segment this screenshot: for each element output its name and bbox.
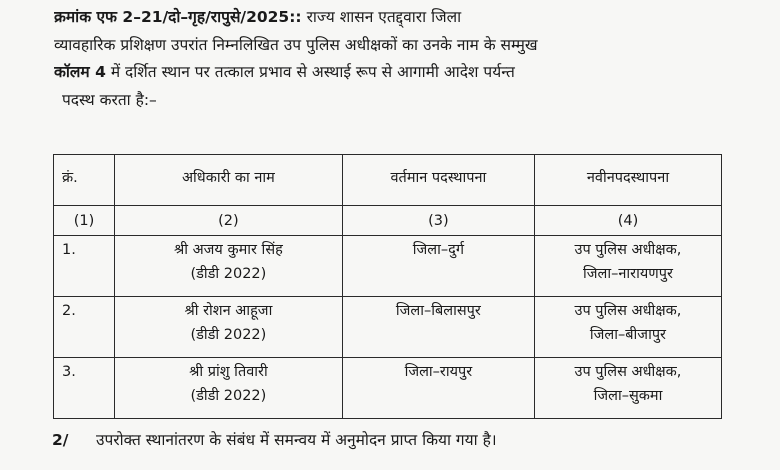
column-number-1: (1) (54, 206, 115, 236)
order-line-1-text: राज्य शासन एतद्द्वारा जिला (306, 8, 462, 26)
header-new-posting: नवीनपदस्थापना (534, 155, 721, 206)
table-row (54, 236, 722, 297)
new-post-title: उप पुलिस अधीक्षक, (574, 242, 682, 258)
new-posting-cell (534, 358, 721, 419)
new-posting-cell (534, 236, 721, 297)
new-post-title: उप पुलिस अधीक्षक, (574, 364, 682, 380)
officer-batch: (डीडी 2022) (190, 388, 267, 404)
order-line-1 (54, 4, 724, 32)
header-serial: क्रं. (54, 155, 115, 206)
table-row (54, 358, 722, 419)
current-posting: जिला–दुर्ग (342, 236, 534, 297)
header-current-posting: वर्तमान पदस्थापना (342, 155, 534, 206)
officer-cell (114, 236, 342, 297)
paragraph-number: 2/ (52, 431, 69, 449)
new-post-place: जिला–बीजापुर (589, 327, 666, 343)
officer-name: श्री प्रांशु तिवारी (189, 364, 268, 380)
footer-text: उपरोक्त स्थानांतरण के संबंध में समन्वय में अनुमोदन प्राप्त किया गया है। (96, 431, 497, 449)
footer-paragraph (52, 428, 497, 450)
table-header-row (54, 155, 722, 206)
order-line-3-text: में दर्शित स्थान पर तत्काल प्रभाव से अस्थाई रूप से आगामी आदेश पर्यन्त (110, 63, 515, 81)
new-posting-cell (534, 297, 721, 358)
column-reference: कॉलम 4 (54, 63, 106, 81)
column-number-4: (4) (534, 206, 721, 236)
officer-name: श्री अजय कुमार सिंह (173, 242, 283, 258)
current-posting: जिला–बिलासपुर (342, 297, 534, 358)
new-post-place: जिला–नारायणपुर (583, 266, 673, 282)
row-serial: 3. (54, 358, 115, 419)
officer-batch: (डीडी 2022) (190, 266, 267, 282)
row-serial: 1. (54, 236, 115, 297)
order-line-3 (54, 59, 724, 87)
officer-cell (114, 297, 342, 358)
column-number-row (54, 206, 722, 236)
current-posting: जिला–रायपुर (342, 358, 534, 419)
officer-name: श्री रोशन आहूजा (184, 303, 273, 319)
order-paragraph (54, 4, 724, 114)
column-number-3: (3) (342, 206, 534, 236)
officer-cell (114, 358, 342, 419)
header-officer-name: अधिकारी का नाम (114, 155, 342, 206)
order-line-2: व्यावहारिक प्रशिक्षण उपरांत निम्नलिखित उप पुलिस अधीक्षकों का उनके नाम के सम्मुख (54, 35, 538, 54)
officer-batch: (डीडी 2022) (190, 327, 267, 343)
new-post-title: उप पुलिस अधीक्षक, (574, 303, 682, 319)
table-row (54, 297, 722, 358)
order-number: क्रमांक एफ 2–21/दो–गृह/रापुसे/2025:: (54, 8, 302, 26)
column-number-2: (2) (114, 206, 342, 236)
row-serial: 2. (54, 297, 115, 358)
order-line-4: पदस्थ करता है:– (62, 90, 157, 109)
new-post-place: जिला–सुकमा (593, 388, 663, 404)
posting-table (53, 154, 722, 419)
